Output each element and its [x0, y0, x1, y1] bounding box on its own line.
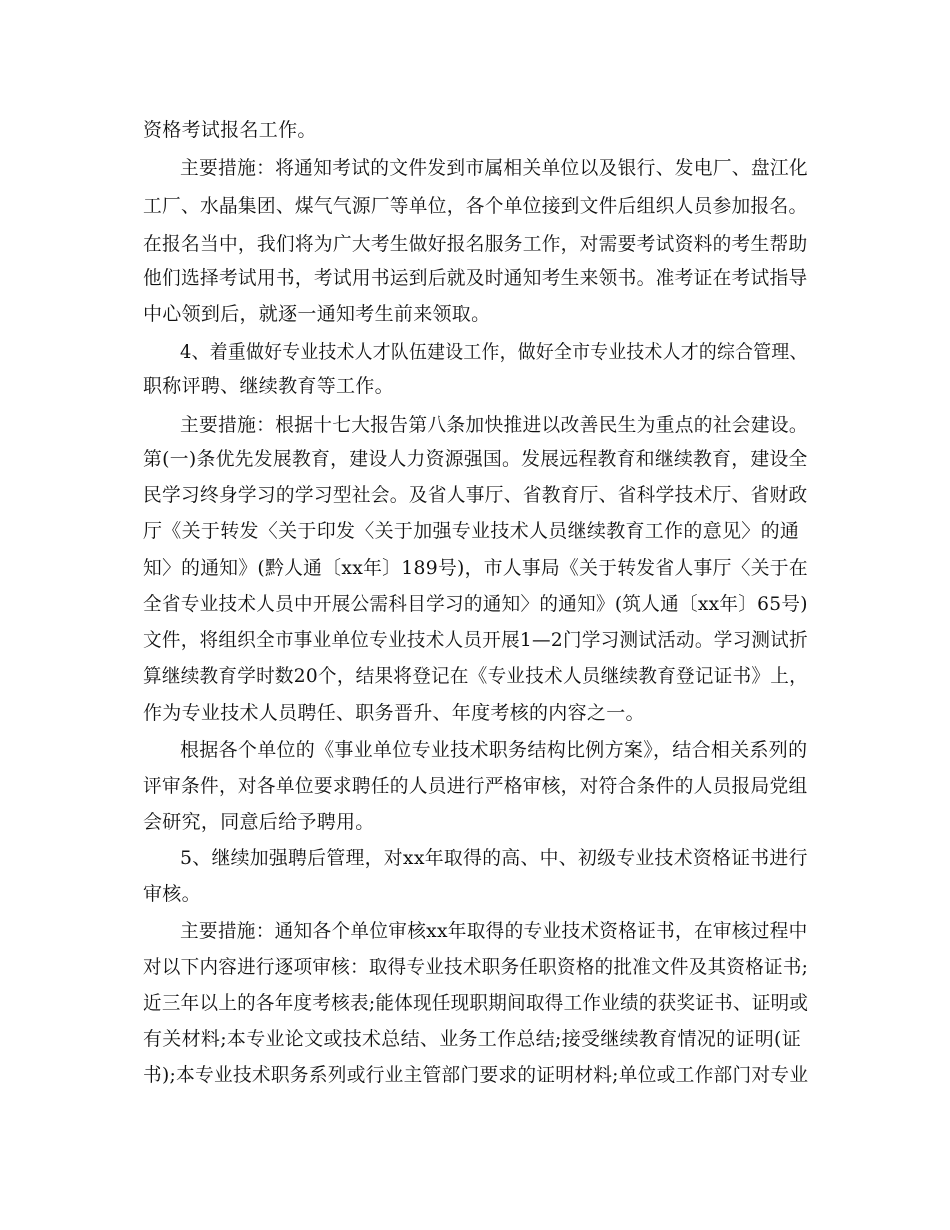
text-line: 主要措施：根据十七大报告第八条加快推进以改善民生为重点的社会建设。: [180, 414, 808, 436]
text-line: 工厂、水晶集团、煤气气源厂等单位，各个单位接到文件后组织人员参加报名。: [143, 195, 808, 217]
text-line: 职称评聘、继续教育等工作。: [143, 375, 394, 397]
text-line: 厅《关于转发〈关于印发〈关于加强专业技术人员继续教育工作的意见〉的通: [143, 520, 800, 542]
text-line: 在报名当中，我们将为广大考生做好报名服务工作，对需要考试资料的考生帮助: [143, 233, 808, 255]
text-line: 全省专业技术人员中开展公需科目学习的通知〉的通知》(筑人通〔xx年〕65号): [143, 593, 808, 615]
text-line: 主要措施：将通知考试的文件发到市属相关单位以及银行、发电厂、盘江化: [180, 157, 808, 179]
text-line: 审核。: [143, 883, 201, 905]
text-line: 他们选择考试用书，考试用书运到后就及时通知考生来领书。准考证在考试指导: [143, 267, 808, 289]
text-line: 会研究，同意后给予聘用。: [143, 811, 375, 833]
text-line: 书);本专业技术职务系列或行业主管部门要求的证明材料;单位或工作部门对专业: [143, 1064, 809, 1086]
text-line: 中心领到后，就逐一通知考生前来领取。: [143, 303, 491, 325]
text-line: 根据各个单位的《事业单位专业技术职务结构比例方案》，结合相关系列的: [180, 739, 808, 761]
text-line: 资格考试报名工作。: [143, 119, 317, 141]
text-line: 算继续教育学时数20个，结果将登记在《专业技术人员继续教育登记证书》上，: [143, 665, 808, 687]
text-line: 文件，将组织全市事业单位专业技术人员开展1—2门学习测试活动。学习测试折: [143, 629, 808, 651]
text-line: 主要措施：通知各个单位审核xx年取得的专业技术资格证书，在审核过程中: [180, 920, 808, 942]
text-line: 4、着重做好专业技术人才队伍建设工作，做好全市专业技术人才的综合管理、: [180, 341, 808, 363]
text-line: 评审条件，对各单位要求聘任的人员进行严格审核，对符合条件的人员报局党组: [143, 775, 808, 797]
text-line: 第(一)条优先发展教育，建设人力资源强国。发展远程教育和继续教育，建设全: [143, 448, 808, 470]
text-line: 民学习终身学习的学习型社会。及省人事厅、省教育厅、省科学技术厅、省财政: [143, 484, 808, 506]
text-line: 对以下内容进行逐项审核：取得专业技术职务任职资格的批准文件及其资格证书;: [143, 956, 809, 978]
text-line: 有关材料;本专业论文或技术总结、业务工作总结;接受继续教育情况的证明(证: [143, 1028, 802, 1050]
text-line: 5、继续加强聘后管理，对xx年取得的高、中、初级专业技术资格证书进行: [180, 847, 808, 869]
text-line: 作为专业技术人员聘任、职务晋升、年度考核的内容之一。: [143, 702, 645, 724]
text-line: 近三年以上的各年度考核表;能体现任现职期间取得工作业绩的获奖证书、证明或: [143, 992, 809, 1014]
text-line: 知〉的通知》(黔人通〔xx年〕189号)，市人事局《关于转发省人事厅〈关于在: [143, 557, 808, 579]
